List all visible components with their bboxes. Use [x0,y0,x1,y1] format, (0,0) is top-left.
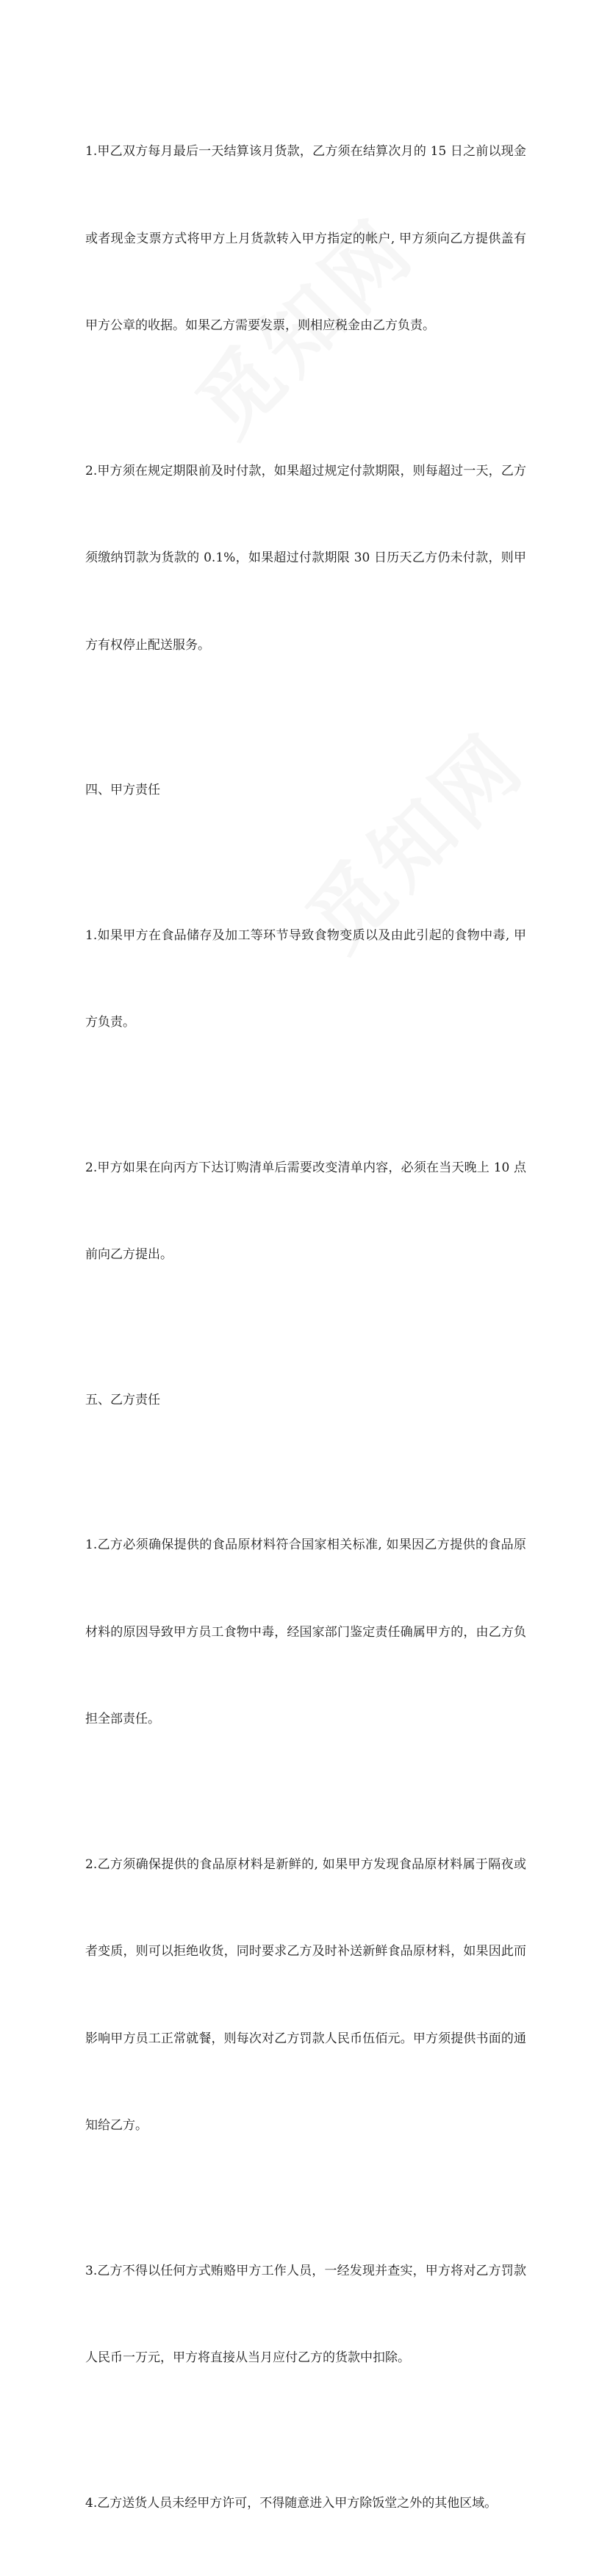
text-line: 甲方公章的收据。如果乙方需要发票，则相应税金由乙方负责。 [85,312,526,341]
text-line: 人民币一万元，甲方将直接从当月应付乙方的货款中扣除。 [85,2344,526,2373]
text-line: 3.乙方不得以任何方式贿赂甲方工作人员，一经发现并查实，甲方将对乙方罚款 [85,2257,526,2286]
text-line: 或者现金支票方式将甲方上月货款转入甲方指定的帐户, 甲方须向乙方提供盖有 [85,225,526,254]
text-line: 知给乙方。 [85,2112,526,2141]
text-line: 者变质，则可以拒绝收货，同时要求乙方及时补送新鲜食品原材料，如果因此而 [85,1937,526,1967]
text-line: 1.乙方必须确保提供的食品原材料符合国家相关标准, 如果因乙方提供的食品原 [85,1531,526,1560]
text-line: 方负责。 [85,1008,526,1038]
section-heading-party-b [85,1328,526,1474]
paragraph-party-b-standards [85,1473,526,1793]
text-line: 方有权停止配送服务。 [85,631,526,661]
paragraph-late-payment [85,399,526,719]
paragraph-party-b-bribery [85,2199,526,2431]
paragraph-payment-settlement [85,79,526,399]
text-line: 材料的原因导致甲方员工食物中毒，经国家部门鉴定责任确属甲方的，由乙方负 [85,1618,526,1648]
document-body [85,79,526,2576]
text-line: 担全部责任。 [85,1705,526,1734]
document-page [0,0,610,863]
paragraph-party-a-order-change [85,1096,526,1328]
text-line: 影响甲方员工正常就餐，则每次对乙方罚款人民币伍佰元。甲方须提供书面的通 [85,2025,526,2054]
paragraph-party-a-storage [85,864,526,1096]
text-line: 1.甲乙双方每月最后一天结算该月货款，乙方须在结算次月的 15 日之前以现金 [85,137,526,167]
text-line: 2.乙方须确保提供的食品原材料是新鲜的, 如果甲方发现食品原材料属于隔夜或 [85,1851,526,1880]
text-line: 须缴纳罚款为货款的 0.1%，如果超过付款期限 30 日历天乙方仍未付款，则甲 [85,544,526,573]
text-line: 1.如果甲方在食品储存及加工等环节导致食物变质以及由此引起的食物中毒, 甲 [85,922,526,951]
section-heading-party-a [85,718,526,864]
paragraph-party-b-access [85,2431,526,2576]
text-line: 2.甲方须在规定期限前及时付款，如果超过规定付款期限，则每超过一天，乙方 [85,457,526,487]
text-line: 前向乙方提出。 [85,1241,526,1270]
section-heading: 五、乙方责任 [85,1386,526,1416]
text-line: 2.甲方如果在向丙方下达订购清单后需要改变清单内容，必须在当天晚上 10 点 [85,1154,526,1183]
section-heading: 四、甲方责任 [85,776,526,806]
text-line: 4.乙方送货人员未经甲方许可，不得随意进入甲方除饭堂之外的其他区域。 [85,2489,526,2519]
paragraph-party-b-freshness [85,1793,526,2199]
